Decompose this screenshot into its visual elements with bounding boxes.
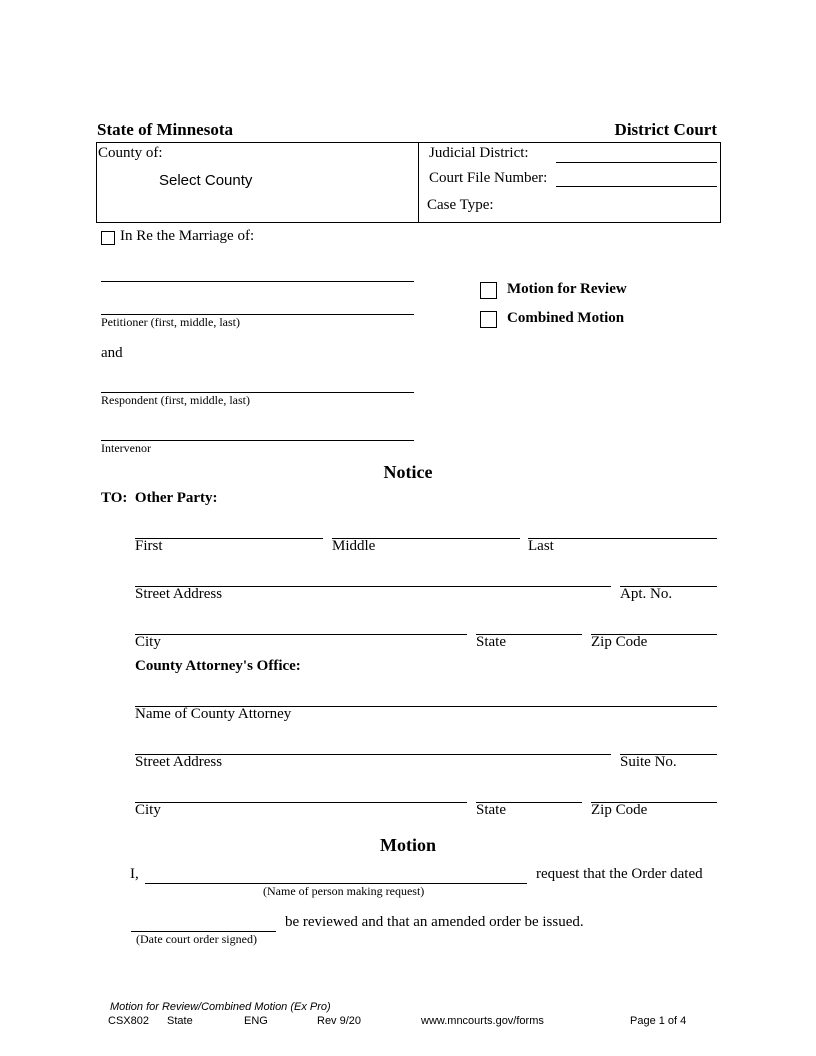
judicial-district-label: Judicial District: — [429, 145, 529, 161]
petitioner-line-1[interactable] — [101, 281, 414, 282]
county-attorney-name-label: Name of County Attorney — [135, 706, 292, 722]
motion-review-checkbox[interactable] — [480, 282, 497, 299]
date-caption: (Date court order signed) — [136, 932, 257, 946]
name-caption: (Name of person making request) — [263, 884, 425, 898]
last-label: Last — [528, 538, 554, 554]
city-label: City — [135, 634, 161, 650]
city-field[interactable] — [135, 634, 467, 635]
notice-heading: Notice — [383, 462, 433, 482]
middle-label: Middle — [332, 538, 376, 554]
suite-label: Suite No. — [620, 754, 677, 770]
first-name-field[interactable] — [135, 538, 323, 539]
county-label: County of: — [98, 145, 163, 161]
request-text: request that the Order dated — [536, 866, 703, 882]
state-title: State of Minnesota — [97, 120, 233, 139]
last-name-field[interactable] — [528, 538, 717, 539]
judicial-district-field[interactable] — [556, 162, 717, 163]
combined-motion-checkbox[interactable] — [480, 311, 497, 328]
attorney-city-field[interactable] — [135, 802, 467, 803]
apt-label: Apt. No. — [620, 586, 673, 602]
county-select[interactable]: Select County — [159, 172, 253, 189]
court-file-field[interactable] — [556, 186, 717, 187]
motion-review-label: Motion for Review — [507, 281, 627, 297]
in-re-label: In Re the Marriage of: — [120, 228, 255, 244]
street-address-label: Street Address — [135, 586, 223, 602]
footer-rev: Rev 9/20 — [317, 1015, 362, 1027]
attorney-street-label: Street Address — [135, 754, 223, 770]
county-attorney-heading: County Attorney's Office: — [135, 658, 301, 674]
attorney-state-label: State — [476, 802, 506, 818]
to-label: TO: Other Party: — [101, 490, 218, 506]
zip-label: Zip Code — [591, 634, 648, 650]
i-label: I, — [130, 866, 139, 882]
reviewed-text: be reviewed and that an amended order be issued. — [285, 914, 584, 930]
and-label: and — [101, 345, 123, 361]
caption-divider — [418, 143, 419, 222]
petitioner-label: Petitioner (first, middle, last) — [101, 315, 240, 329]
footer-state: State — [167, 1015, 193, 1027]
attorney-city-label: City — [135, 802, 161, 818]
in-re-checkbox[interactable] — [101, 231, 115, 245]
court-title: District Court — [614, 120, 717, 139]
footer-url: www.mncourts.gov/forms — [421, 1015, 544, 1027]
motion-heading: Motion — [380, 835, 436, 855]
footer-code: CSX802 — [108, 1015, 149, 1027]
attorney-zip-label: Zip Code — [591, 802, 648, 818]
first-label: First — [135, 538, 163, 554]
respondent-label: Respondent (first, middle, last) — [101, 393, 250, 407]
combined-motion-label: Combined Motion — [507, 310, 625, 326]
intervenor-label: Intervenor — [101, 441, 151, 455]
court-file-label: Court File Number: — [429, 170, 548, 186]
case-type-label: Case Type: — [427, 197, 494, 213]
footer-title: Motion for Review/Combined Motion (Ex Pro) — [110, 1001, 331, 1013]
footer-lang: ENG — [244, 1015, 268, 1027]
footer-page: Page 1 of 4 — [630, 1015, 687, 1027]
state-label: State — [476, 634, 506, 650]
